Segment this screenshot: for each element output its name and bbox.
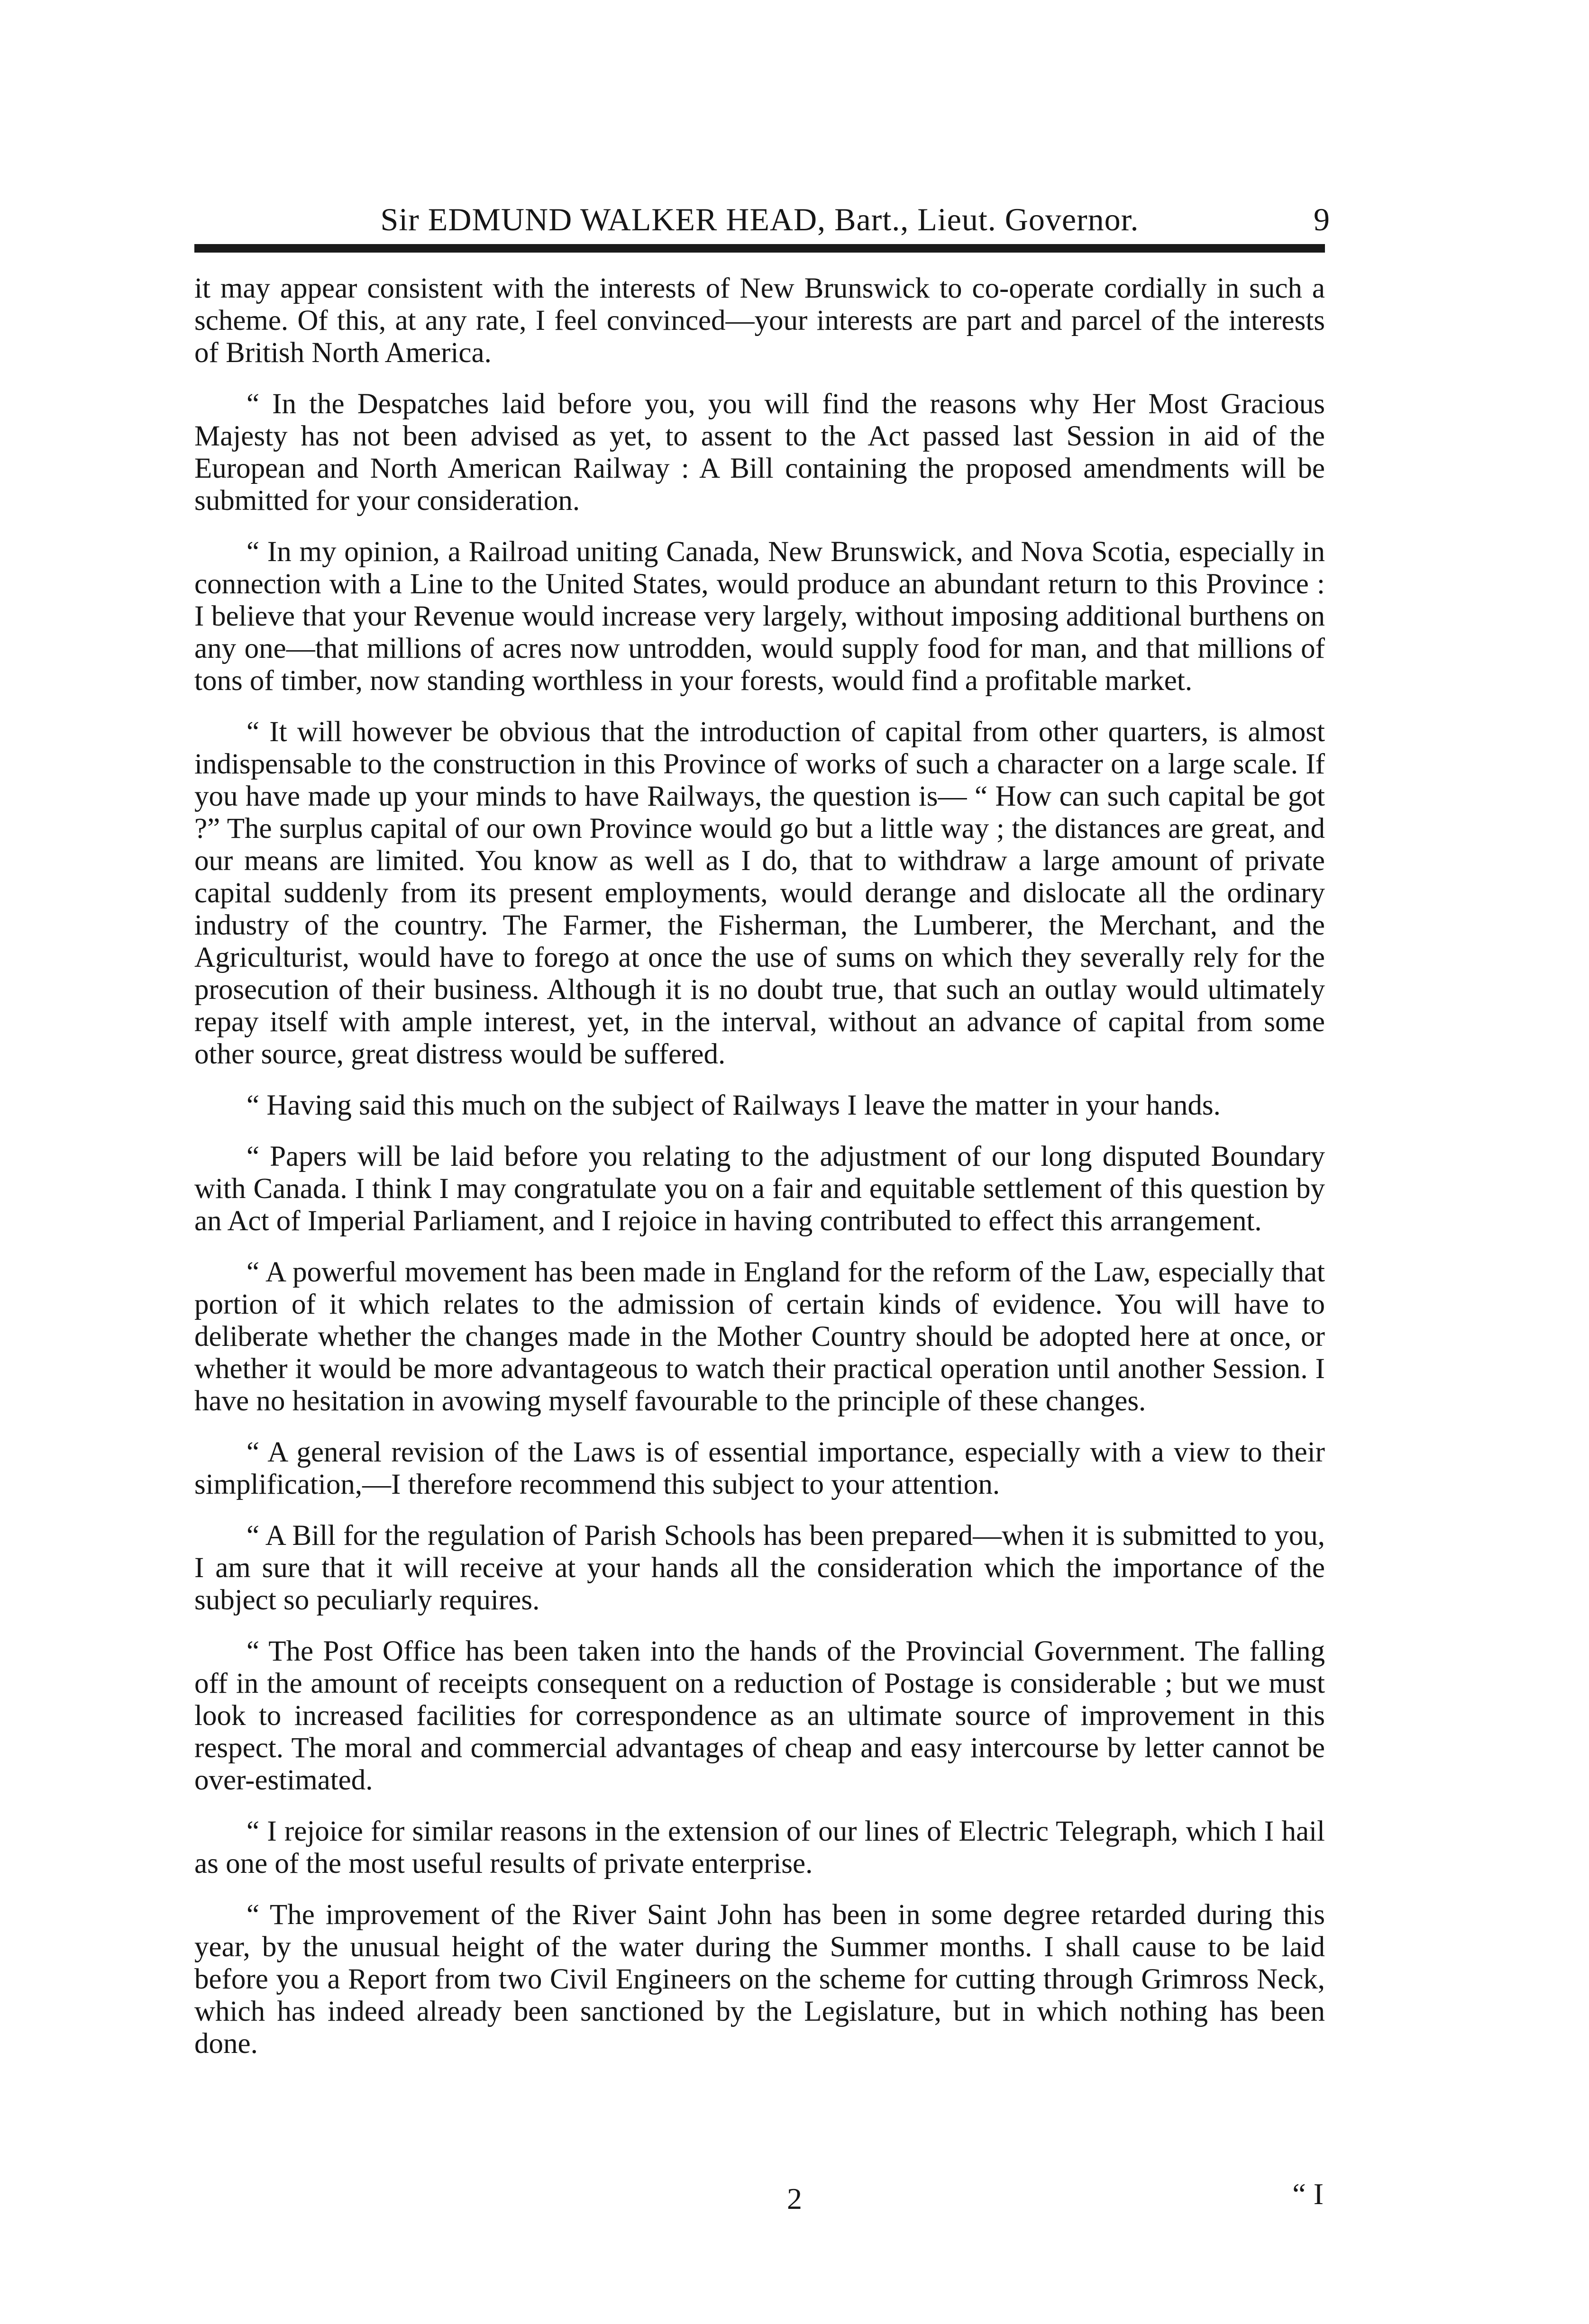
paragraph: “ Papers will be laid before you relating to the adjustment of our long disputed Boundary with Canada. I think I may congratulate you on a fair and equitable settlement of this question by an Act of Imperial Parliament, and I rejoice in having contributed to effect this arrangement. (194, 1141, 1325, 1237)
paragraph: “ A Bill for the regulation of Parish Schools has been prepared—when it is submitted to you, I am sure that it will receive at your hands all the consideration which the importance of the subject so peculiarly requires. (194, 1520, 1325, 1616)
paragraph: “ In my opinion, a Railroad uniting Canada, New Brunswick, and Nova Scotia, especially in connection with a Line to the United States, would produce an abundant return to this Province : I believe that your Revenue would increase very largely, without imposing additional burthens on any one—that millions of acres now untrodden, would supply food for man, and that millions of tons of timber, now standing worthless in your forests, would find a profitable market. (194, 536, 1325, 697)
running-header (194, 198, 1330, 241)
page-number: 9 (1314, 201, 1330, 237)
header-title: Sir EDMUND WALKER HEAD, Bart., Lieut. Governor. (380, 201, 1139, 237)
paragraph: “ The improvement of the River Saint John has been in some degree retarded during this year, by the unusual height of the water during the Summer months. I shall cause to be laid before you a Report from two Civil Engineers on the scheme for cutting through Grimross Neck, which has indeed already been sanctioned by the Legislature, but in which nothing has been done. (194, 1899, 1325, 2060)
paragraph: “ A powerful movement has been made in England for the reform of the Law, especially that portion of it which relates to the admission of certain kinds of evidence. You will have to deliberate whether the changes made in the Mother Country should be adopted here at once, or whether it would be more advantageous to watch their practical operation until another Session. I have no hesitation in avowing myself favourable to the principle of these changes. (194, 1256, 1325, 1417)
body-text (194, 272, 1325, 2079)
paragraph: “ In the Despatches laid before you, you will find the reasons why Her Most Gracious Majesty has not been advised as yet, to assent to the Act passed last Session in aid of the European and North American Railway : A Bill containing the proposed amendments will be submitted for your consideration. (194, 388, 1325, 517)
paragraph: “ Having said this much on the subject of Railways I leave the matter in your hands. (247, 1089, 1221, 1121)
header-rule (194, 244, 1325, 253)
catchword: “ I (1292, 2177, 1324, 2211)
paragraph: “ The Post Office has been taken into the hands of the Provincial Government. The falling off in the amount of receipts consequent on a reduction of Postage is considerable ; but we must look to increased facilities for correspondence as an ultimate source of improvement in this respect. The moral and commercial advantages of cheap and easy intercourse by letter cannot be over-estimated. (194, 1635, 1325, 1796)
paragraph: “ A general revision of the Laws is of essential importance, especially with a view to their simplification,—I therefore recommend this subject to your attention. (194, 1436, 1325, 1500)
signature-mark: 2 (787, 2182, 802, 2215)
paragraph: “ I rejoice for similar reasons in the extension of our lines of Electric Telegraph, which I hail as one of the most useful results of private enterprise. (194, 1816, 1325, 1879)
paragraph: it may appear consistent with the interests of New Brunswick to co-operate cordially in such a scheme. Of this, at any rate, I feel convinced—your interests are part and parcel of the interests of British North America. (194, 272, 1325, 369)
paragraph: “ It will however be obvious that the introduction of capital from other quarters, is almost indispensable to the construction in this Province of works of such a character on a large scale. If you have made up your minds to have Railways, the question is— “ How can such capital be got ?” The surplus capital of our own Province would go but a little way ; the distances are great, and our means are limited. You know as well as I do, that to withdraw a large amount of private capital suddenly from its present employments, would derange and dislocate all the ordinary industry of the country. The Farmer, the Fisherman, the Lumberer, the Merchant, and the Agriculturist, would have to forego at once the use of sums on which they severally rely for the prosecution of their business. Although it is no doubt true, that such an outlay would ultimately repay itself with ample interest, yet, in the interval, without an advance of capital from some other source, great distress would be suffered. (194, 716, 1325, 1070)
